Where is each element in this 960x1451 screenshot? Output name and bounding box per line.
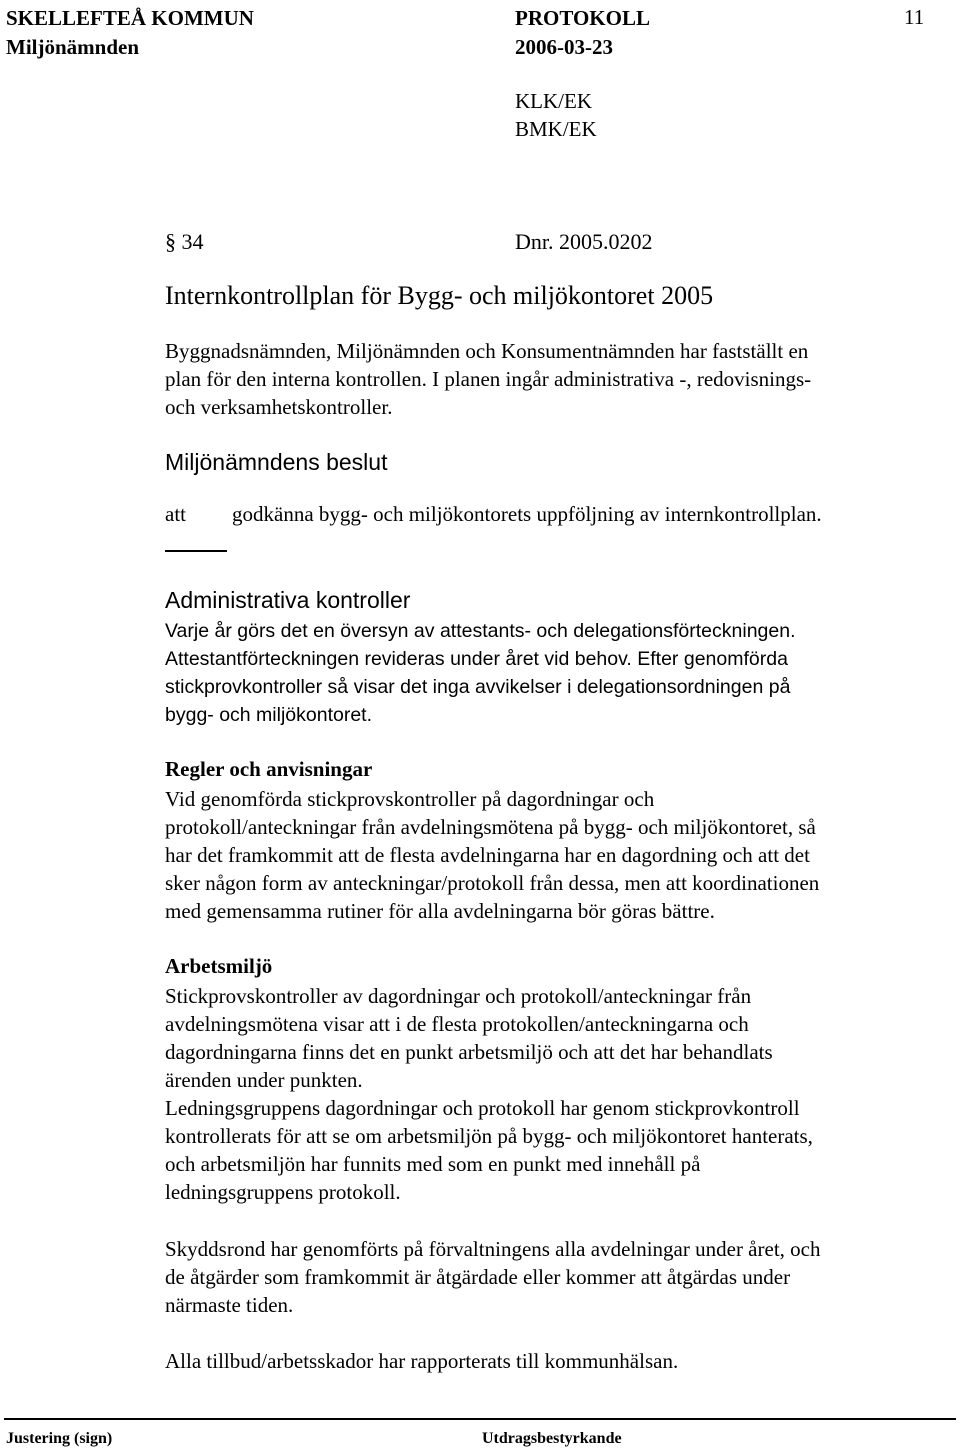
header-org: SKELLEFTEÅ KOMMUN [6, 6, 254, 30]
work-env-line: kontrollerats för att se om arbetsmiljön på bygg- och miljökontoret hanterats, [165, 1124, 813, 1148]
header-code-2: BMK/EK [515, 117, 597, 141]
header-code-1: KLK/EK [515, 89, 592, 113]
work-env-line: Alla tillbud/arbetsskador har rapporterats till kommunhälsan. [165, 1349, 679, 1373]
work-env-line: Skyddsrond har genomförts på förvaltningens alla avdelningar under året, och [165, 1237, 821, 1261]
decision-heading: Miljönämndens beslut [165, 449, 388, 475]
work-env-line: dagordningarna finns det en punkt arbetsmiljö och att det har behandlats [165, 1040, 773, 1064]
signature-rule [165, 550, 227, 552]
work-env-line: ledningsgruppens protokoll. [165, 1180, 401, 1204]
work-env-line: närmaste tiden. [165, 1293, 294, 1317]
rules-paragraph [165, 785, 819, 925]
rules-line: med gemensamma rutiner för alla avdelningarna bör göras bättre. [165, 899, 715, 923]
rules-line: Vid genomförda stickprovskontroller på dagordningar och [165, 787, 655, 811]
work-env-line: ärenden under punkten. [165, 1068, 363, 1092]
admin-line: Varje år görs det en översyn av attestants- och delegationsförteckningen. [165, 620, 796, 642]
item-title: Internkontrollplan för Bygg- och miljökontoret 2005 [165, 281, 714, 310]
admin-heading: Administrativa kontroller [165, 587, 411, 613]
work-env-line: de åtgärder som framkommit är åtgärdade eller kommer att åtgärdas under [165, 1265, 791, 1289]
admin-line: Attestantförteckningen revideras under året vid behov. Efter genomförda [165, 648, 788, 670]
work-env-paragraph-c [165, 1347, 678, 1375]
paragraph-number: § 34 [165, 229, 204, 254]
footer-rule [4, 1418, 956, 1420]
footer-utdragsbestyrkande: Utdragsbestyrkande [482, 1430, 622, 1447]
decision-att: att [165, 502, 186, 526]
work-env-paragraph-b [165, 1235, 820, 1319]
intro-line: Byggnadsnämnden, Miljönämnden och Konsumentnämnden har fastställt en [165, 339, 809, 363]
footer-justering: Justering (sign) [6, 1430, 113, 1447]
rules-heading: Regler och anvisningar [165, 757, 373, 781]
intro-line: och verksamhetskontroller. [165, 395, 393, 419]
intro-line: plan för den interna kontrollen. I planen ingår administrativa -, redovisnings- [165, 367, 812, 391]
work-env-line: avdelningsmötena visar att i de flesta protokollen/anteckningarna och [165, 1012, 749, 1036]
admin-line: bygg- och miljökontoret. [165, 704, 373, 726]
admin-line: stickprovkontroller så visar det inga avvikelser i delegationsordningen på [165, 676, 791, 698]
rules-line: sker någon form av anteckningar/protokoll från dessa, men att koordinationen [165, 871, 820, 895]
work-env-line: Stickprovskontroller av dagordningar och protokoll/anteckningar från [165, 984, 752, 1008]
work-env-line: Ledningsgruppens dagordningar och protokoll har genom stickprovkontroll [165, 1096, 800, 1120]
decision-text: godkänna bygg- och miljökontorets uppföljning av internkontrollplan. [232, 502, 822, 526]
rules-line: har det framkommit att de flesta avdelningarna har en dagordning och att det [165, 843, 810, 867]
work-env-line: och arbetsmiljön har funnits med som en punkt med innehåll på [165, 1152, 701, 1176]
rules-line: protokoll/anteckningar från avdelningsmötena på bygg- och miljökontoret, så [165, 815, 816, 839]
admin-paragraph [165, 617, 796, 729]
work-env-heading: Arbetsmiljö [165, 954, 273, 978]
work-env-paragraph-a [165, 982, 813, 1206]
header-doc-type: PROTOKOLL [515, 6, 650, 30]
diary-number: Dnr. 2005.0202 [515, 229, 653, 254]
header-body: Miljönämnden [6, 35, 140, 59]
header-date: 2006-03-23 [515, 35, 613, 59]
header-page-number: 11 [904, 5, 925, 29]
intro-paragraph [165, 337, 811, 421]
